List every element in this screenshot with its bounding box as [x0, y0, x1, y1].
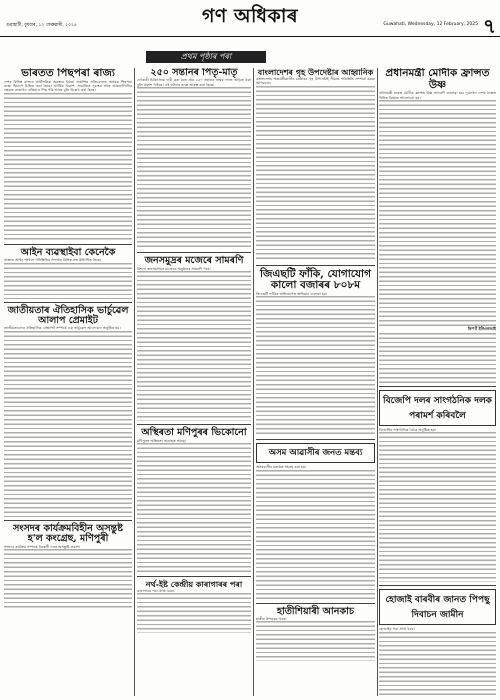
- divider: [137, 424, 251, 425]
- divider: [256, 603, 375, 604]
- headline: আইন ব্যৱস্থাইবা কেনেকৈ: [20, 246, 116, 258]
- article-body: [137, 271, 251, 421]
- article-text: কাৰাগাৰৰ পৰা প্ৰাপ্ত খবৰ।: [137, 588, 175, 593]
- article-text: বিজেপিৰ সাংগঠনিক বৈঠক অনুষ্ঠিত হয়।: [379, 427, 437, 432]
- article-text: প্ৰধানমন্ত্ৰী নৰেন্দ্ৰ মোদীক ফ্ৰান্সত উষ্ণ আদৰণি জনোৱা হয়। দুয়োখন দেশৰ মাজত বিভিন্ন বিষয়ত আলোচনা হয়।: [379, 91, 496, 100]
- article-body: [137, 87, 251, 249]
- article-body: [256, 621, 375, 661]
- column-3: [256, 68, 375, 696]
- divider: [4, 302, 132, 303]
- headline: সংসদৰ কাৰ্যক্ৰমবিহীন অসন্তুষ্ট হ'ল কংগ্ৰেছ, মণিপুৰী: [13, 522, 123, 545]
- divider: [4, 244, 132, 245]
- masthead-date-left: গুৱাহাটী, বুধবাৰ, ১২ ফেব্ৰুৱাৰী, ২০২৫: [6, 23, 77, 28]
- column-4: [379, 68, 496, 696]
- article-text: হাতীৰ উপদ্ৰৱৰ খবৰ।: [256, 616, 287, 621]
- column-1: [4, 68, 132, 696]
- column-divider: [134, 68, 135, 696]
- column-divider: [253, 68, 254, 696]
- article-text: জাতীয়তাবাদৰ ঐতিহাসিক প্ৰেক্ষাপট সম্পৰ্কে এক ভাৰ্চুৱেল আলোচনা অনুষ্ঠিত হয়।: [4, 326, 121, 331]
- article-body: [137, 593, 251, 633]
- divider: [256, 265, 375, 266]
- headline: প্ৰধানমন্ত্ৰী মোদীক ফ্ৰান্সত উষ্ণ: [385, 68, 490, 91]
- boxed-headline: হোজাই বাৰবীৰ জানত পিপছু দিবাচন জামীন: [379, 589, 496, 625]
- headline: জাতীয়তাৰ ঐতিহাসিক ভাৰ্চুৱেল আলাপ প্ৰেমাইট: [7, 304, 129, 327]
- column-divider: [377, 68, 378, 696]
- article-text: অসমবাসীৰ মতামত সংগ্ৰহ কৰা হয়।: [256, 465, 307, 470]
- divider: [137, 252, 251, 253]
- article-body: [4, 93, 132, 241]
- article-body: [256, 296, 375, 436]
- byline: ৰিপ'ৰ্ট ইউএনআই: [467, 325, 496, 331]
- article-body: [379, 333, 496, 383]
- column-2: [137, 68, 251, 696]
- boxed-headline: অসম আৱাসীৰ জনত মন্তব্য: [256, 443, 375, 463]
- continued-banner: প্ৰথম পৃষ্ঠাৰ পৰা: [146, 51, 266, 63]
- newspaper-title: গণ অধিকাৰ: [201, 5, 299, 27]
- divider: [4, 520, 132, 521]
- divider: [137, 576, 251, 577]
- article-text: এগৰাকী চিকিৎসকে দাবী কৰা মতে প্ৰায় ২৫০ সন্তানৰ জন্মৰ লগত জড়িত থকা বুলি প্ৰকাশ পাইছে। এই ঘটনাৰ তদন্ত আৰম্ভ কৰা হৈছে।: [137, 78, 251, 87]
- article-text: দেশৰ বিভিন্ন ৰাজ্যৰ অৰ্থনৈতিক অৱস্থাৰ বিষয়ে প্ৰকাশিত প্ৰতিবেদনত অসমক পিছপৰা ৰাজ্য হিচাপে চিহ্নিত কৰা হৈছে। আৰ্থিক বিকাশ, সামাজিক সূচাংক আৰু আন্তঃগাঁথনিৰ ক্ষেত্ৰত ৰাজ্যখন এতিয়াও পিছ পৰি আছে বুলি উল্লেখ কৰা হৈছে।: [4, 79, 132, 93]
- headline: ভাৰতত পিছপৰা ৰাজ্য: [21, 68, 115, 79]
- headline: জিএছটি ফাঁকি, যোগাযোগ কালো বজাৰৰ ৮০৮ম: [260, 267, 371, 292]
- article-body: [137, 443, 251, 573]
- article-body: [256, 470, 375, 600]
- divider: [379, 386, 496, 387]
- article-text: জিএছটি ফাঁকিৰ অভিযোগত অভিযান চলোৱা হয়।: [256, 291, 328, 296]
- article-body: [4, 331, 132, 517]
- article-body: [379, 432, 496, 582]
- divider: [379, 585, 496, 586]
- headline: জনসমুদ্ৰৰ মজেৰে সামৰণি: [144, 255, 244, 267]
- article-text: মণিপুৰত অস্থিৰতা অব্যাহত আছে।: [137, 438, 186, 443]
- headline: নৰ্থ-ইষ্ট কেন্দ্ৰীয় কাৰাগাৰৰ পৰা: [145, 578, 243, 589]
- article-body: [4, 549, 132, 609]
- article-text: ৰাজ্যত আইন শৃংখলা পৰিস্থিতিৰ সন্দৰ্ভত বিভিন্ন প্ৰশ্ন উত্থাপিত হৈছে।: [4, 258, 102, 263]
- divider: [256, 439, 375, 440]
- masthead-date-right: Guwahati, Wednesday, 12 February, 2025: [383, 22, 478, 27]
- masthead: [0, 0, 500, 37]
- boxed-headline: বিজেপি দলৰ সাংগঠনিক দলক পৰামৰ্শ কৰিবলৈ: [379, 390, 496, 426]
- article-body: [4, 263, 132, 299]
- article-body: [379, 632, 496, 696]
- article-text: বাংলাদেশৰ অন্তৰ্বৰ্তীকালীন চৰকাৰৰ গৃহ উপদেষ্টাই সীমান্ত পৰিস্থিতি সম্পৰ্কে মন্তব্য আগবঢ়ায়।: [256, 76, 375, 86]
- page-number: ৭: [482, 14, 496, 38]
- article-text: হোজাইৰ পৰা প্ৰাপ্ত খবৰ।: [379, 627, 415, 632]
- article-body: [379, 100, 496, 326]
- article-text: বিশাল জনসমাগমৰ মাজেৰে অনুষ্ঠানৰ সামৰণি পৰে।: [137, 266, 211, 271]
- article-text: সংসদৰ কাৰ্যক্ৰম সম্পৰ্কে বিৰোধী দলৰ অসন্তুষ্টি প্ৰকাশ।: [4, 544, 81, 549]
- headline: হাতীশিয়াৰী আনকাচ: [277, 605, 354, 617]
- article-body: [256, 86, 375, 262]
- headline: বাংলাদেশৰ গৃহ উপদেষ্টাৰ আহ্বানিক: [257, 68, 374, 77]
- headline: অস্থিৰতা মণিপুৰৰ ভিকোনো: [141, 427, 247, 439]
- headline: ২৫০ সন্তানৰ পিতৃ-মাতৃ: [150, 68, 238, 78]
